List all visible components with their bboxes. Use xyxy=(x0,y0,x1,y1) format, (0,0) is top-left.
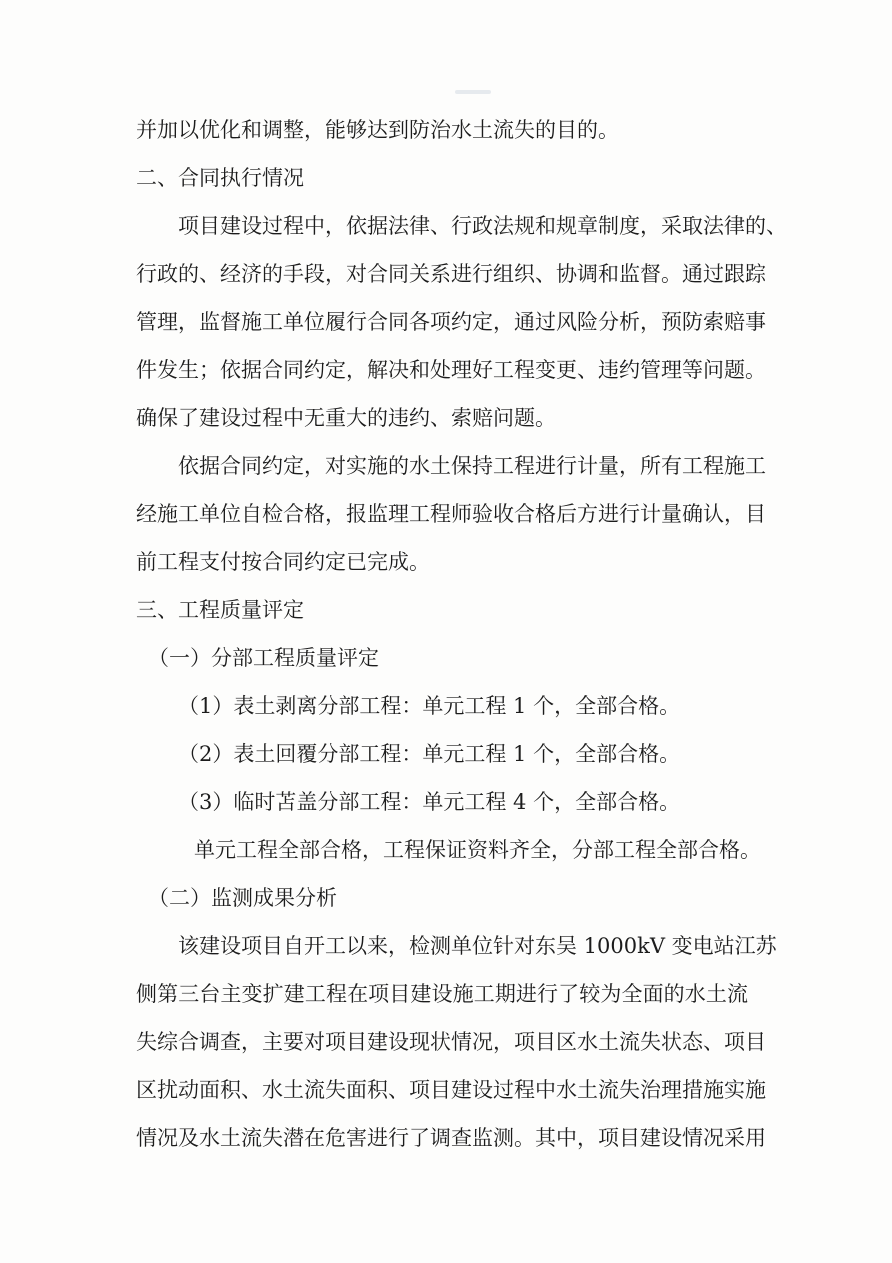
paragraph-line: 件发生；依据合同约定，解决和处理好工程变更、违约管理等问题。 xyxy=(136,358,766,382)
list-item: （2）表土回覆分部工程：单元工程 1 个，全部合格。 xyxy=(178,742,681,766)
paragraph-line: 管理，监督施工单位履行合同各项约定，通过风险分析，预防索赔事 xyxy=(136,310,766,334)
list-item: （3）临时苫盖分部工程：单元工程 4 个，全部合格。 xyxy=(178,790,681,814)
paragraph-line: 侧第三台主变扩建工程在项目建设施工期进行了较为全面的水土流 xyxy=(136,982,748,1006)
list-item: （1）表土剥离分部工程：单元工程 1 个，全部合格。 xyxy=(178,694,681,718)
paragraph-line: 经施工单位自检合格，报监理工程师验收合格后方进行计量确认，目 xyxy=(136,502,766,526)
paragraph-line: 区扰动面积、水土流失面积、项目建设过程中水土流失治理措施实施 xyxy=(136,1078,766,1102)
scan-artifact xyxy=(455,90,491,94)
subsection-heading-subdivision: （一）分部工程质量评定 xyxy=(148,646,379,670)
paragraph-line: 依据合同约定，对实施的水土保持工程进行计量，所有工程施工 xyxy=(178,454,766,478)
paragraph-line: 单元工程全部合格，工程保证资料齐全，分部工程全部合格。 xyxy=(194,838,761,862)
section-heading-quality: 三、工程质量评定 xyxy=(136,598,304,622)
section-heading-contract: 二、合同执行情况 xyxy=(136,166,304,190)
paragraph-line: 该建设项目自开工以来，检测单位针对东吴 1000kV 变电站江苏 xyxy=(178,934,777,958)
subsection-heading-monitoring: （二）监测成果分析 xyxy=(148,886,337,910)
paragraph-line: 确保了建设过程中无重大的违约、索赔问题。 xyxy=(136,406,556,430)
paragraph-line: 项目建设过程中，依据法律、行政法规和规章制度，采取法律的、 xyxy=(178,214,787,238)
paragraph-line: 情况及水土流失潜在危害进行了调查监测。其中，项目建设情况采用 xyxy=(136,1126,766,1150)
paragraph-line: 前工程支付按合同约定已完成。 xyxy=(136,550,430,574)
paragraph-line: 行政的、经济的手段，对合同关系进行组织、协调和监督。通过跟踪 xyxy=(136,262,766,286)
paragraph-line: 并加以优化和调整，能够达到防治水土流失的目的。 xyxy=(136,118,619,142)
paragraph-line: 失综合调查，主要对项目建设现状情况，项目区水土流失状态、项目 xyxy=(136,1030,766,1054)
